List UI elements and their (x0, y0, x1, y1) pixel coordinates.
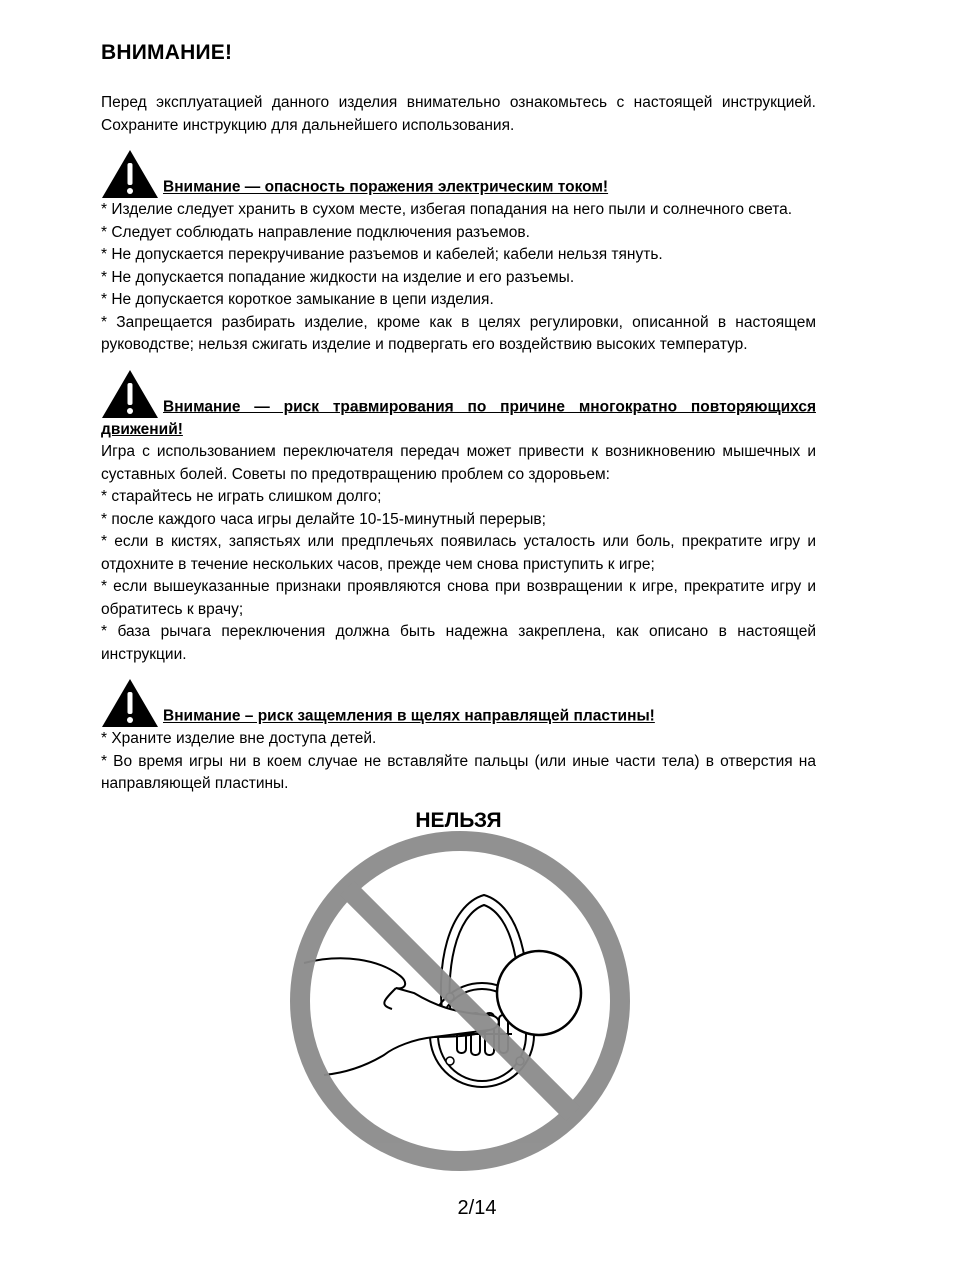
warning-line: * Следует соблюдать направление подключения разъемов. (101, 223, 530, 241)
warning-electric (101, 149, 816, 357)
warning-line: * Не допускается перекручивание разъемов и кабелей; кабели нельзя тянуть. (101, 246, 663, 263)
warning-pinch (101, 678, 816, 796)
warning-line: * Храните изделие вне доступа детей. (101, 730, 377, 747)
prohibition-label: НЕЛЬЗЯ (415, 808, 502, 832)
warning-line: * после каждого часа игры делайте 10-15-минутный перерыв; (101, 510, 546, 528)
warning-triangle-icon (101, 678, 159, 728)
page-title: ВНИМАНИЕ! (101, 41, 233, 64)
warning-line: Игра с использованием переключателя передач может привести к возникновению мышечных и суставных болей. Советы по предотвращению проблем со здоровьем: (101, 443, 816, 483)
warning-triangle-icon (101, 369, 159, 419)
warning-repetitive-motion (101, 369, 816, 667)
warning-line: * если вышеуказанные признаки проявляются снова при возвращении к игре, прекратите игру и обратитесь к врачу; (101, 578, 816, 618)
warning-line: * Запрещается разбирать изделие, кроме как в целях регулировки, описанной в настоящем руководстве; нельзя сжигать изделие и подвергать его воздействию высоких температур. (101, 313, 816, 353)
warning-heading (101, 369, 816, 442)
warning-line: * старайтесь не играть слишком долго; (101, 488, 382, 505)
page-number: 2/14 (457, 1197, 497, 1219)
warning-title: Внимание — опасность поражения электрическим током! (163, 178, 609, 196)
warning-line: * Не допускается короткое замыкание в цепи изделия. (101, 291, 494, 308)
warning-title: Внимание – риск защемления в щелях направлящей пластины! (163, 707, 655, 725)
warning-line: * Изделие следует хранить в сухом месте, избегая попадания на него пыли и солнечного света. (101, 201, 793, 218)
no-finger-in-gate-prohibition-icon (284, 825, 636, 1177)
intro-text: Перед эксплуатацией данного изделия внимательно ознакомьтесь с настоящей инструкцией. Сохраните инструкцию для дальнейшего использования. (101, 94, 816, 134)
warning-line: * если в кистях, запястьях или предплечьях появилась усталость или боль, прекратите игру и отдохните в течение нескольких часов, прежде чем снова приступить к игре; (101, 533, 816, 573)
warning-heading (101, 678, 816, 728)
shift-knob (497, 951, 581, 1035)
warning-heading (101, 149, 816, 199)
warning-line: * Не допускается попадание жидкости на изделие и его разъемы. (101, 268, 575, 286)
warning-line: * база рычага переключения должна быть надежна закреплена, как описано в настоящей инструкции. (101, 623, 816, 663)
warning-triangle-icon (101, 149, 159, 199)
warning-line: * Во время игры ни в коем случае не вставляйте пальцы (или иные части тела) в отверстия на направляющей пластины. (101, 752, 816, 792)
warning-title: Внимание — риск травмирования по причине многократно повторяющихся движений! (101, 398, 816, 438)
document-page (101, 38, 816, 834)
